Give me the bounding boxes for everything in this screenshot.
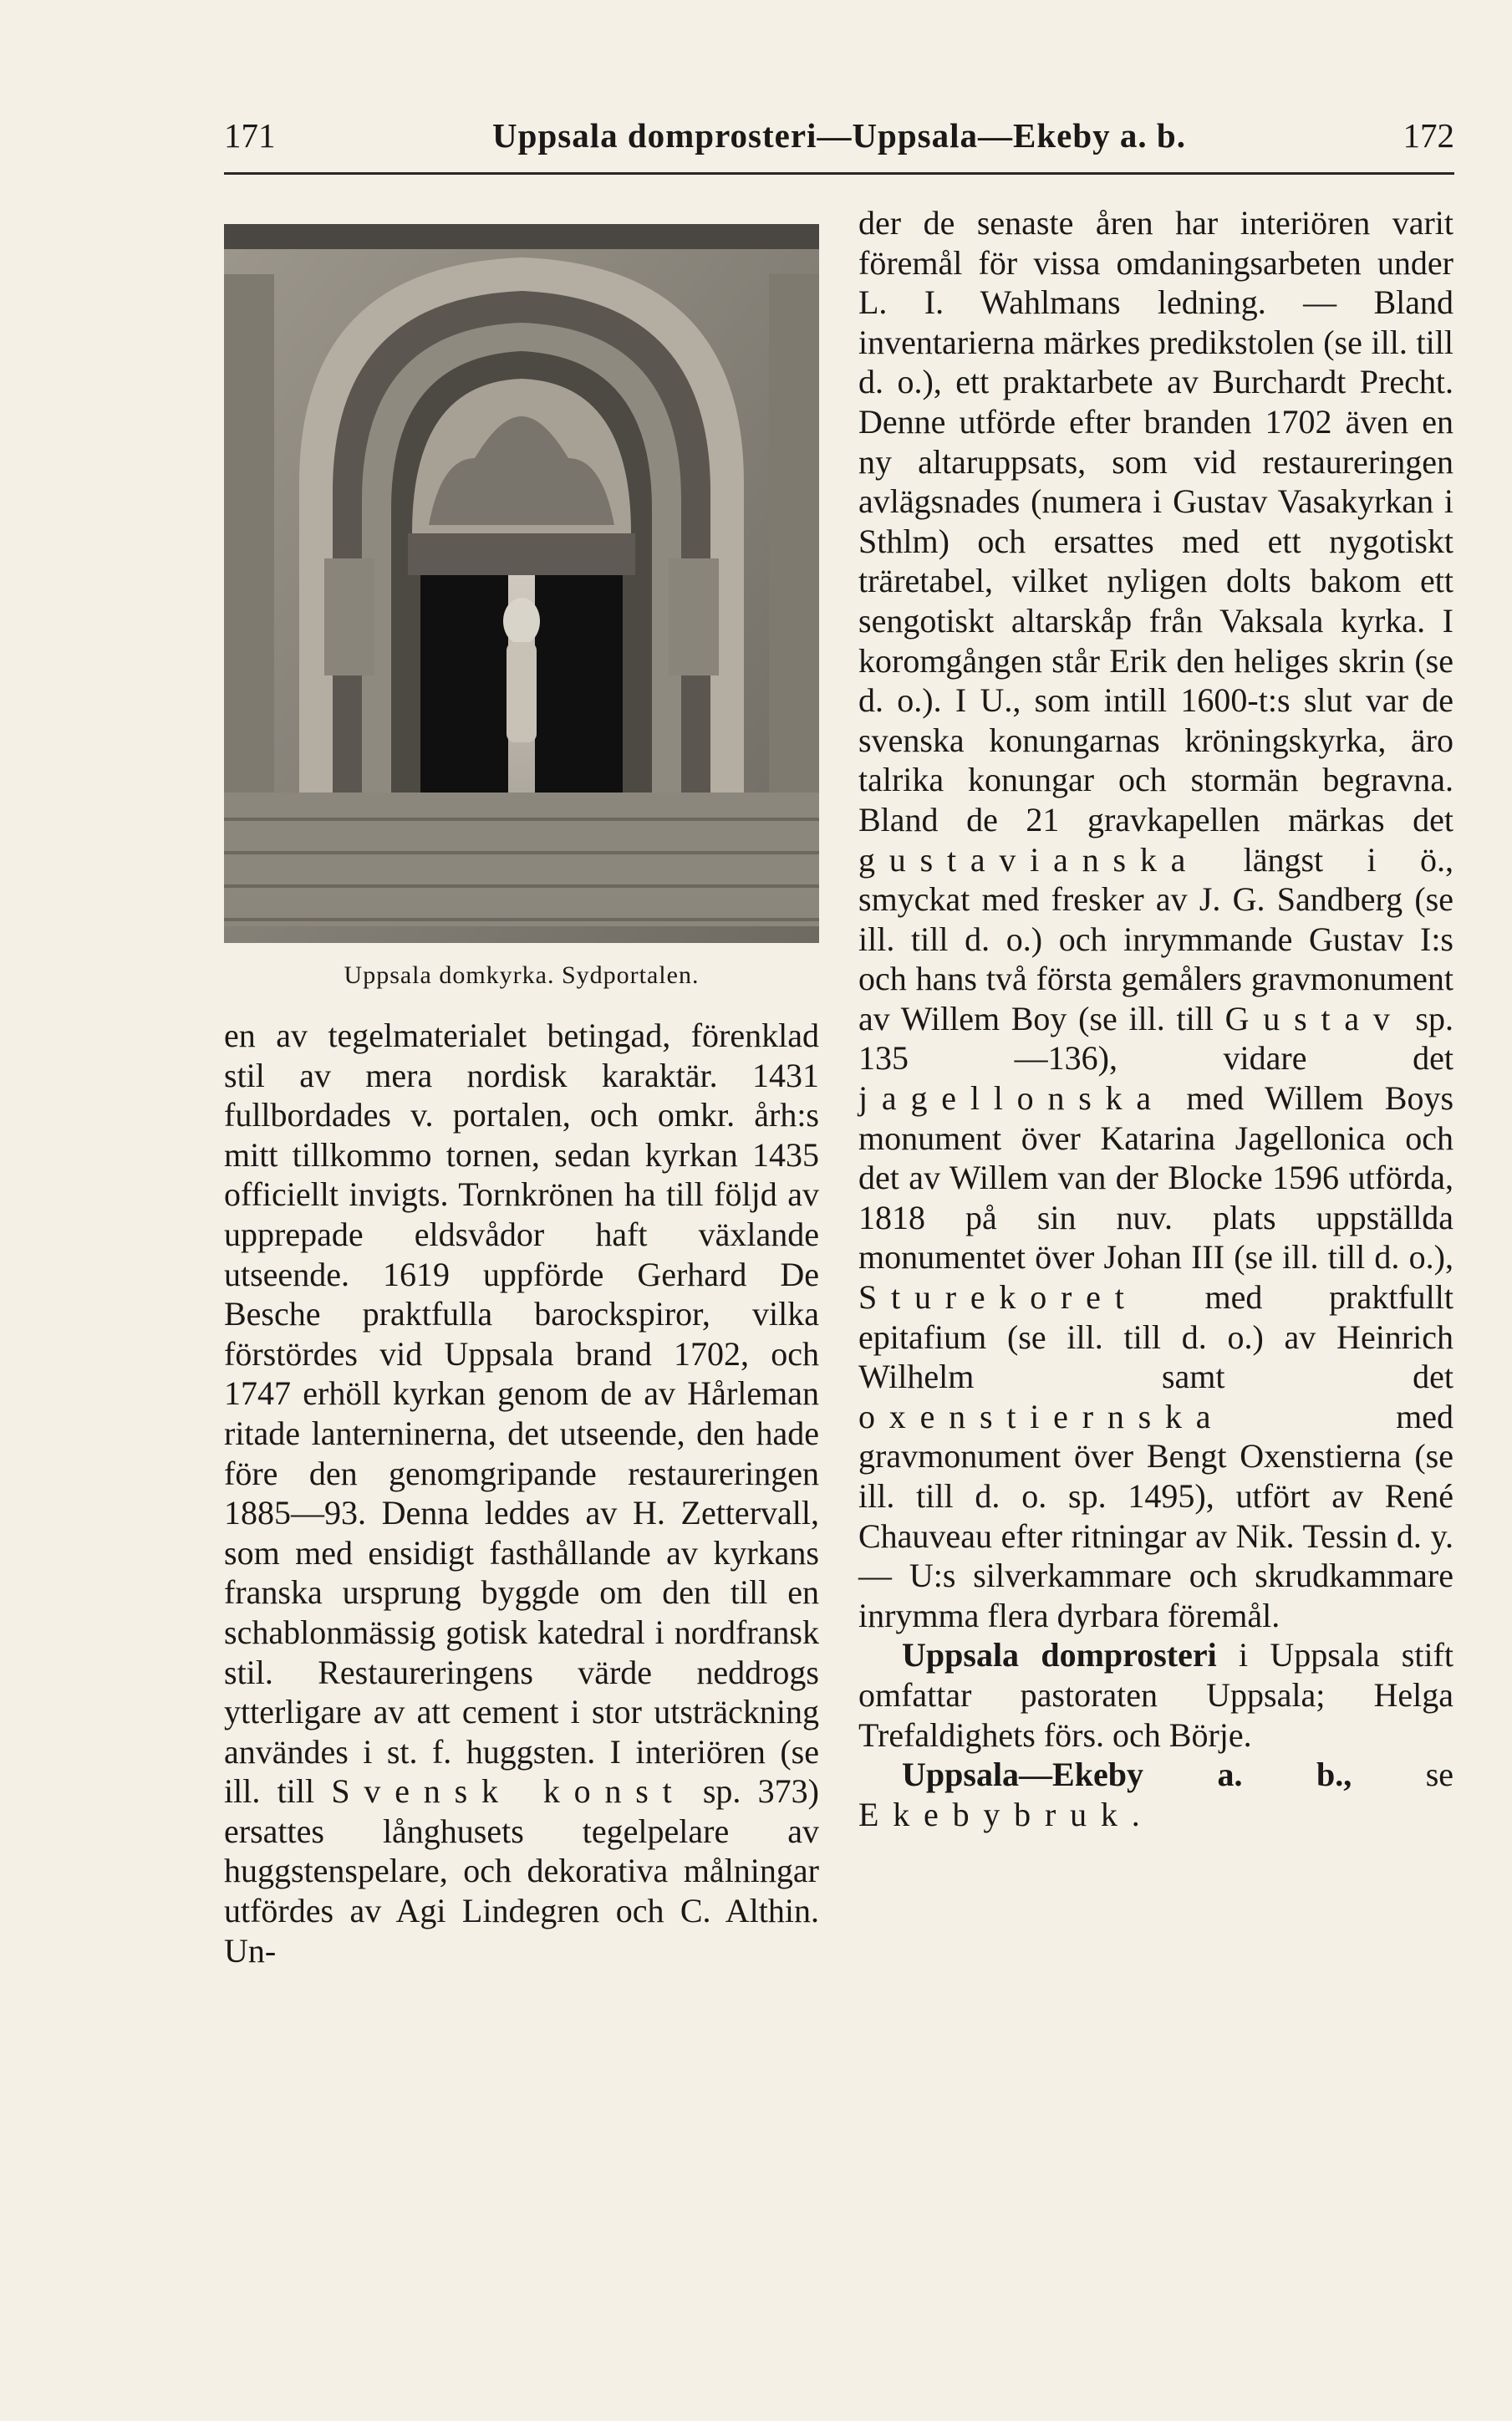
running-header (224, 115, 1454, 166)
entry-uppsala-domprosteri (858, 1635, 1453, 1755)
right-paragraph-1 (858, 203, 1453, 1635)
right-text-d: med Willem Boys monument över Katarina Jagellonica och det av Willem van der Blocke 1596 utförda, 1818 på sin nuv. plats uppställda monumentet över Johan III (se ill. till d. o.), (858, 1079, 1454, 1277)
ref-svensk-konst: Svensk konst (331, 1772, 686, 1811)
running-title: Uppsala domprosteri—Uppsala—Ekeby a. b. (492, 116, 1186, 155)
entry-head-domprosteri: Uppsala domprosteri (902, 1636, 1217, 1674)
ref-ekebybruk: Ekebybruk. (858, 1795, 1154, 1833)
left-text-2: sp. 373) ersattes långhusets tegelpelare av huggstenspelare, och dekorativa målningar utfördes av Agi Lindegren och C. Althin. Un- (224, 1772, 820, 1970)
entry-uppsala-ekeby (858, 1755, 1453, 1834)
right-text-c: sp. 135 —136), vidare det (858, 999, 1453, 1078)
figure-caption: Uppsala domkyrka. Sydportalen. (344, 961, 700, 989)
left-column (224, 1016, 819, 1970)
left-paragraph (224, 1016, 819, 1970)
right-text-a: der de senaste åren har interiören varit föremål för vissa omdaningsarbeten under L. I. Wahlmans ledning. — Bland inventarierna märkes predikstolen (se ill. till d. o.), ett praktarbete av Burchardt Precht. Denne utförde efter branden 1702 även en ny altaruppsats, som vid restaureringen avlägsnades (numera i Gustav Vasakyrkan i Sthlm) och ersattes med ett nygotiskt träretabel, vilket nyligen dolts bakom ett sengotiskt altarskåp från Vaksala kyrka. I koromgången står Erik den heliges skrin (se d. o.). I U., som intill 1600-t:s slut var de svenska konungarnas kröningskyrka, äro talrika konungar och stormän begravna. Bland de 21 gravkapellen märkas det (858, 204, 1453, 838)
term-jagellonska: jagellonska (858, 1079, 1165, 1118)
right-text-b: längst i ö., smyckat med fresker av J. G. Sandberg (se ill. till d. o.) och inrymmande Gustav I:s och hans två första gemålers gravmonument av Willem Boy (se ill. till (858, 840, 1453, 1037)
right-text-e: med praktfullt epitafium (se ill. till d. o.) av Heinrich Wilhelm samt det (858, 1278, 1453, 1396)
term-sturekoret: Sturekoret (858, 1278, 1138, 1317)
right-text-f: med gravmonument över Bengt Oxenstierna (se ill. till d. o. sp. 1495), utfört av René Chauveau efter ritningar av Nik. Tessin d. y. — U:s silverkammare och skrudkammare inrymma flera dyrbara föremål. (858, 1397, 1453, 1634)
left-text-1: en av tegelmaterialet betingad, förenklad stil av mera nordisk karaktär. 1431 fullbordades v. portalen, och omkr. årh:s mitt tillkommo tornen, sedan kyrkan 1435 officiellt invigts. Tornkrönen ha till följd av upprepade eldsvådor haft växlande utseende. 1619 uppförde Gerhard De Besche praktfulla barockspiror, vilka förstördes vid Uppsala brand 1702, och 1747 erhöll kyrkan genom de av Hårleman ritade lanterninerna, det utseende, den hade före den genomgripande restaureringen 1885—93. Denna leddes av H. Zettervall, som med ensidigt fasthållande av kyrkans franska ursprung byggde om den till en schablonmässig gotisk katedral i nordfransk stil. Restaureringens värde neddrogs ytterligare av att cement i stor utsträckning användes i st. f. huggsten. I interiören (se ill. till (224, 1017, 819, 1811)
header-rule (224, 172, 1454, 175)
cathedral-portal-photo (224, 207, 819, 951)
page-number-right: 172 (1403, 116, 1454, 155)
right-column (858, 203, 1453, 1834)
term-oxenstiernska: oxenstiernska (858, 1397, 1225, 1435)
ref-gustav: Gustav (1224, 999, 1404, 1037)
term-gustavianska: gustavianska (858, 840, 1200, 879)
entry-text-ekeby: se (1425, 1756, 1454, 1794)
entry-head-ekeby: Uppsala—Ekeby a. b., (902, 1756, 1352, 1794)
page-number-left: 171 (224, 116, 276, 155)
entry-text-domprosteri: i Uppsala stift omfattar pastoraten Uppsala; Helga Trefaldighets förs. och Börje. (858, 1636, 1453, 1754)
